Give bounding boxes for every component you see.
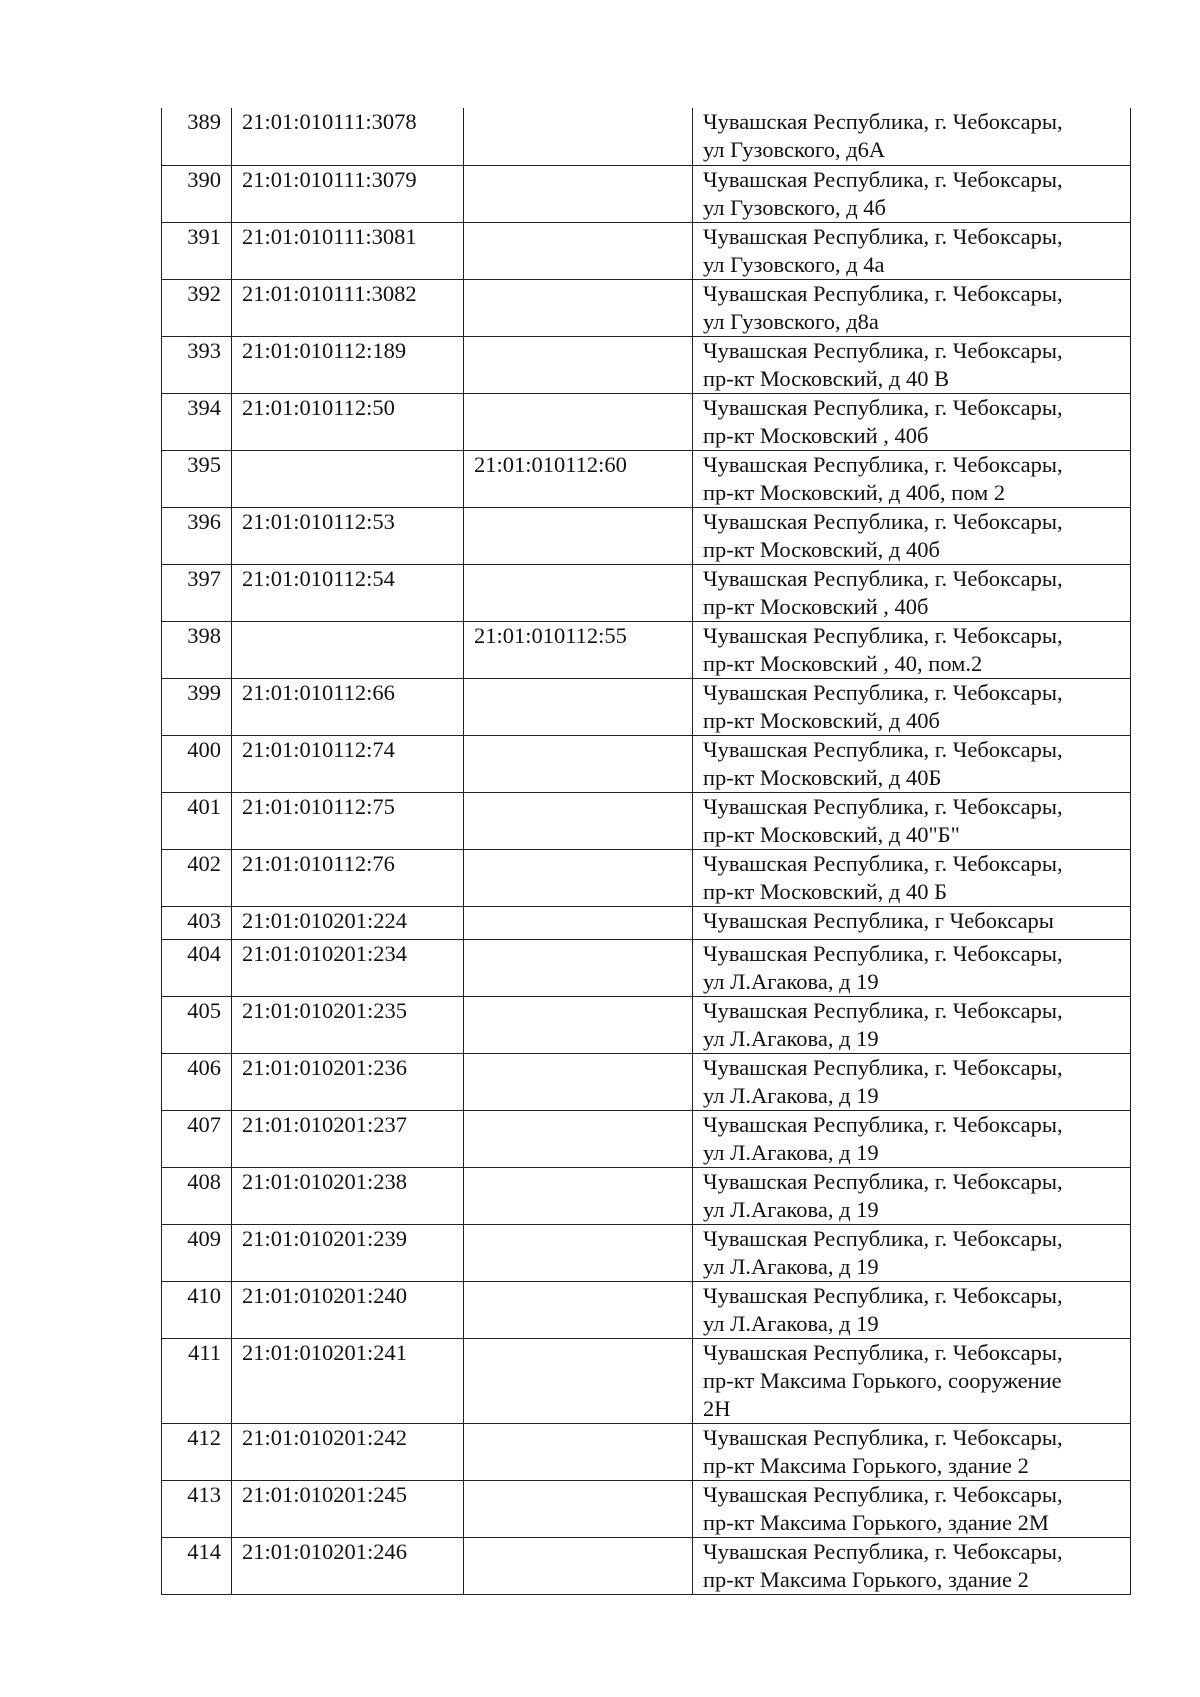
row-number: 412 xyxy=(162,1423,232,1480)
address-line: Чувашская Республика, г. Чебоксары, xyxy=(703,1424,1063,1450)
table-row xyxy=(162,735,1131,792)
cadastral-number xyxy=(232,450,464,507)
address-cell xyxy=(693,678,1131,735)
address-line: Чувашская Республика, г. Чебоксары, xyxy=(703,622,1063,648)
row-number: 406 xyxy=(162,1053,232,1110)
address-cell xyxy=(693,279,1131,336)
table-row xyxy=(162,1053,1131,1110)
row-number: 390 xyxy=(162,165,232,222)
address-line: ул Л.Агакова, д 19 xyxy=(703,1310,879,1336)
table-row xyxy=(162,906,1131,939)
address-line: пр-кт Московский, д 40б xyxy=(703,707,940,733)
parent-cadastral-number xyxy=(464,906,693,939)
table-row xyxy=(162,165,1131,222)
address-cell xyxy=(693,108,1131,165)
address-line: пр-кт Максима Горького, сооружение xyxy=(703,1367,1062,1393)
row-number: 400 xyxy=(162,735,232,792)
row-number: 399 xyxy=(162,678,232,735)
address-cell xyxy=(693,1281,1131,1338)
cadastral-number: 21:01:010201:246 xyxy=(232,1537,464,1594)
parent-cadastral-number xyxy=(464,336,693,393)
table-row xyxy=(162,1423,1131,1480)
parent-cadastral-number xyxy=(464,996,693,1053)
address-line: пр-кт Московский, д 40Б xyxy=(703,764,942,790)
address-line: пр-кт Максима Горького, здание 2 xyxy=(703,1566,1029,1592)
cadastral-number: 21:01:010112:75 xyxy=(232,792,464,849)
address-line: ул Л.Агакова, д 19 xyxy=(703,1025,879,1051)
address-cell xyxy=(693,336,1131,393)
parent-cadastral-number xyxy=(464,939,693,996)
address-line: пр-кт Московский , 40б xyxy=(703,422,929,448)
cadastral-number: 21:01:010201:241 xyxy=(232,1338,464,1423)
row-number: 397 xyxy=(162,564,232,621)
table-row xyxy=(162,564,1131,621)
parent-cadastral-number: 21:01:010112:60 xyxy=(464,450,693,507)
address-cell xyxy=(693,996,1131,1053)
address-line: пр-кт Московский, д 40б, пом 2 xyxy=(703,479,1006,505)
table-row xyxy=(162,792,1131,849)
parent-cadastral-number xyxy=(464,678,693,735)
address-line: Чувашская Республика, г. Чебоксары, xyxy=(703,1168,1063,1194)
cadastral-number: 21:01:010111:3078 xyxy=(232,108,464,165)
cadastral-number: 21:01:010201:235 xyxy=(232,996,464,1053)
address-cell xyxy=(693,849,1131,906)
address-line: ул Гузовского, д 4б xyxy=(703,194,886,220)
address-line: Чувашская Республика, г. Чебоксары, xyxy=(703,223,1063,249)
address-line: ул Л.Агакова, д 19 xyxy=(703,1253,879,1279)
address-line: пр-кт Московский, д 40б xyxy=(703,536,940,562)
address-line: Чувашская Республика, г. Чебоксары, xyxy=(703,1538,1063,1564)
address-line: Чувашская Республика, г. Чебоксары, xyxy=(703,166,1063,192)
address-line: Чувашская Республика, г. Чебоксары, xyxy=(703,679,1063,705)
parent-cadastral-number xyxy=(464,222,693,279)
address-line: ул Гузовского, д 4а xyxy=(703,251,885,277)
address-line: Чувашская Республика, г. Чебоксары, xyxy=(703,1225,1063,1251)
row-number: 407 xyxy=(162,1110,232,1167)
parent-cadastral-number xyxy=(464,393,693,450)
row-number: 389 xyxy=(162,108,232,165)
row-number: 414 xyxy=(162,1537,232,1594)
cadastral-number: 21:01:010112:66 xyxy=(232,678,464,735)
address-cell xyxy=(693,1423,1131,1480)
address-line: Чувашская Республика, г Чебоксары xyxy=(703,907,1054,933)
table-row xyxy=(162,621,1131,678)
address-line: пр-кт Максима Горького, здание 2 xyxy=(703,1452,1029,1478)
row-number: 396 xyxy=(162,507,232,564)
row-number: 409 xyxy=(162,1224,232,1281)
address-cell xyxy=(693,165,1131,222)
cadastral-number xyxy=(232,621,464,678)
parent-cadastral-number xyxy=(464,1480,693,1537)
cadastral-number: 21:01:010201:239 xyxy=(232,1224,464,1281)
address-line: Чувашская Республика, г. Чебоксары, xyxy=(703,508,1063,534)
address-line: Чувашская Республика, г. Чебоксары, xyxy=(703,1339,1063,1365)
address-cell xyxy=(693,735,1131,792)
table-row xyxy=(162,279,1131,336)
parent-cadastral-number xyxy=(464,792,693,849)
table-row xyxy=(162,222,1131,279)
table-row xyxy=(162,849,1131,906)
row-number: 394 xyxy=(162,393,232,450)
address-line: Чувашская Республика, г. Чебоксары, xyxy=(703,565,1063,591)
address-line: Чувашская Республика, г. Чебоксары, xyxy=(703,451,1063,477)
address-cell xyxy=(693,906,1131,939)
row-number: 403 xyxy=(162,906,232,939)
table-row xyxy=(162,1338,1131,1423)
address-line: пр-кт Максима Горького, здание 2М xyxy=(703,1509,1049,1535)
row-number: 393 xyxy=(162,336,232,393)
address-line: Чувашская Республика, г. Чебоксары, xyxy=(703,337,1063,363)
address-line: пр-кт Московский, д 40 Б xyxy=(703,878,948,904)
row-number: 411 xyxy=(162,1338,232,1423)
cadastral-number: 21:01:010111:3079 xyxy=(232,165,464,222)
parent-cadastral-number xyxy=(464,165,693,222)
table-row xyxy=(162,507,1131,564)
cadastral-number: 21:01:010201:240 xyxy=(232,1281,464,1338)
address-cell xyxy=(693,621,1131,678)
parent-cadastral-number xyxy=(464,1537,693,1594)
row-number: 391 xyxy=(162,222,232,279)
table-row xyxy=(162,678,1131,735)
cadastral-number: 21:01:010112:189 xyxy=(232,336,464,393)
table-row xyxy=(162,1167,1131,1224)
address-line: Чувашская Республика, г. Чебоксары, xyxy=(703,1282,1063,1308)
address-cell xyxy=(693,222,1131,279)
parent-cadastral-number xyxy=(464,849,693,906)
table-row xyxy=(162,1110,1131,1167)
cadastral-number: 21:01:010112:54 xyxy=(232,564,464,621)
address-line: пр-кт Московский , 40б xyxy=(703,593,929,619)
address-cell xyxy=(693,1053,1131,1110)
row-number: 408 xyxy=(162,1167,232,1224)
address-cell xyxy=(693,1338,1131,1423)
address-line: Чувашская Республика, г. Чебоксары, xyxy=(703,280,1063,306)
address-line: Чувашская Республика, г. Чебоксары, xyxy=(703,1054,1063,1080)
table-row xyxy=(162,1281,1131,1338)
parent-cadastral-number xyxy=(464,1167,693,1224)
cadastral-number: 21:01:010112:76 xyxy=(232,849,464,906)
parent-cadastral-number xyxy=(464,735,693,792)
parent-cadastral-number xyxy=(464,108,693,165)
row-number: 410 xyxy=(162,1281,232,1338)
cadastral-number: 21:01:010201:237 xyxy=(232,1110,464,1167)
address-line: пр-кт Московский, д 40 В xyxy=(703,365,950,391)
address-line: ул Л.Агакова, д 19 xyxy=(703,1139,879,1165)
table-row xyxy=(162,108,1131,165)
address-cell xyxy=(693,1110,1131,1167)
table-row xyxy=(162,1480,1131,1537)
row-number: 401 xyxy=(162,792,232,849)
cadastral-number: 21:01:010201:238 xyxy=(232,1167,464,1224)
table-row xyxy=(162,1537,1131,1594)
address-line: Чувашская Республика, г. Чебоксары, xyxy=(703,736,1063,762)
cadastral-number: 21:01:010201:236 xyxy=(232,1053,464,1110)
row-number: 395 xyxy=(162,450,232,507)
table-body xyxy=(162,108,1131,1594)
address-line: 2Н xyxy=(703,1395,731,1421)
address-line: пр-кт Московский , 40, пом.2 xyxy=(703,650,983,676)
cadastral-number: 21:01:010112:53 xyxy=(232,507,464,564)
address-line: ул Гузовского, д8а xyxy=(703,308,879,334)
property-table xyxy=(161,108,1131,1595)
address-line: Чувашская Республика, г. Чебоксары, xyxy=(703,1481,1063,1507)
cadastral-number: 21:01:010112:74 xyxy=(232,735,464,792)
row-number: 402 xyxy=(162,849,232,906)
parent-cadastral-number xyxy=(464,1224,693,1281)
parent-cadastral-number xyxy=(464,507,693,564)
cadastral-number: 21:01:010111:3081 xyxy=(232,222,464,279)
address-cell xyxy=(693,450,1131,507)
address-cell xyxy=(693,393,1131,450)
address-cell xyxy=(693,1537,1131,1594)
table-row xyxy=(162,336,1131,393)
address-cell xyxy=(693,564,1131,621)
address-line: ул Гузовского, д6А xyxy=(703,137,886,162)
cadastral-number: 21:01:010112:50 xyxy=(232,393,464,450)
table-row xyxy=(162,393,1131,450)
cadastral-number: 21:01:010201:245 xyxy=(232,1480,464,1537)
address-line: Чувашская Республика, г. Чебоксары, xyxy=(703,850,1063,876)
parent-cadastral-number xyxy=(464,1053,693,1110)
address-line: Чувашская Республика, г. Чебоксары, xyxy=(703,997,1063,1023)
address-line: Чувашская Республика, г. Чебоксары, xyxy=(703,394,1063,420)
address-line: ул Л.Агакова, д 19 xyxy=(703,1082,879,1108)
cadastral-number: 21:01:010201:242 xyxy=(232,1423,464,1480)
cadastral-number: 21:01:010201:234 xyxy=(232,939,464,996)
row-number: 405 xyxy=(162,996,232,1053)
cadastral-number: 21:01:010201:224 xyxy=(232,906,464,939)
address-line: Чувашская Республика, г. Чебоксары, xyxy=(703,109,1063,134)
table-row xyxy=(162,1224,1131,1281)
row-number: 413 xyxy=(162,1480,232,1537)
row-number: 404 xyxy=(162,939,232,996)
row-number: 392 xyxy=(162,279,232,336)
parent-cadastral-number xyxy=(464,1110,693,1167)
parent-cadastral-number xyxy=(464,1423,693,1480)
address-cell xyxy=(693,792,1131,849)
parent-cadastral-number xyxy=(464,279,693,336)
parent-cadastral-number xyxy=(464,564,693,621)
parent-cadastral-number xyxy=(464,1281,693,1338)
address-cell xyxy=(693,1167,1131,1224)
table-row xyxy=(162,939,1131,996)
parent-cadastral-number: 21:01:010112:55 xyxy=(464,621,693,678)
address-line: Чувашская Республика, г. Чебоксары, xyxy=(703,793,1063,819)
row-number: 398 xyxy=(162,621,232,678)
table-row xyxy=(162,450,1131,507)
address-cell xyxy=(693,939,1131,996)
address-cell xyxy=(693,1224,1131,1281)
table-row xyxy=(162,996,1131,1053)
address-line: ул Л.Агакова, д 19 xyxy=(703,1196,879,1222)
address-line: Чувашская Республика, г. Чебоксары, xyxy=(703,940,1063,966)
address-cell xyxy=(693,1480,1131,1537)
address-line: Чувашская Республика, г. Чебоксары, xyxy=(703,1111,1063,1137)
parent-cadastral-number xyxy=(464,1338,693,1423)
address-cell xyxy=(693,507,1131,564)
cadastral-number: 21:01:010111:3082 xyxy=(232,279,464,336)
address-line: пр-кт Московский, д 40"Б" xyxy=(703,821,960,847)
address-line: ул Л.Агакова, д 19 xyxy=(703,968,879,994)
